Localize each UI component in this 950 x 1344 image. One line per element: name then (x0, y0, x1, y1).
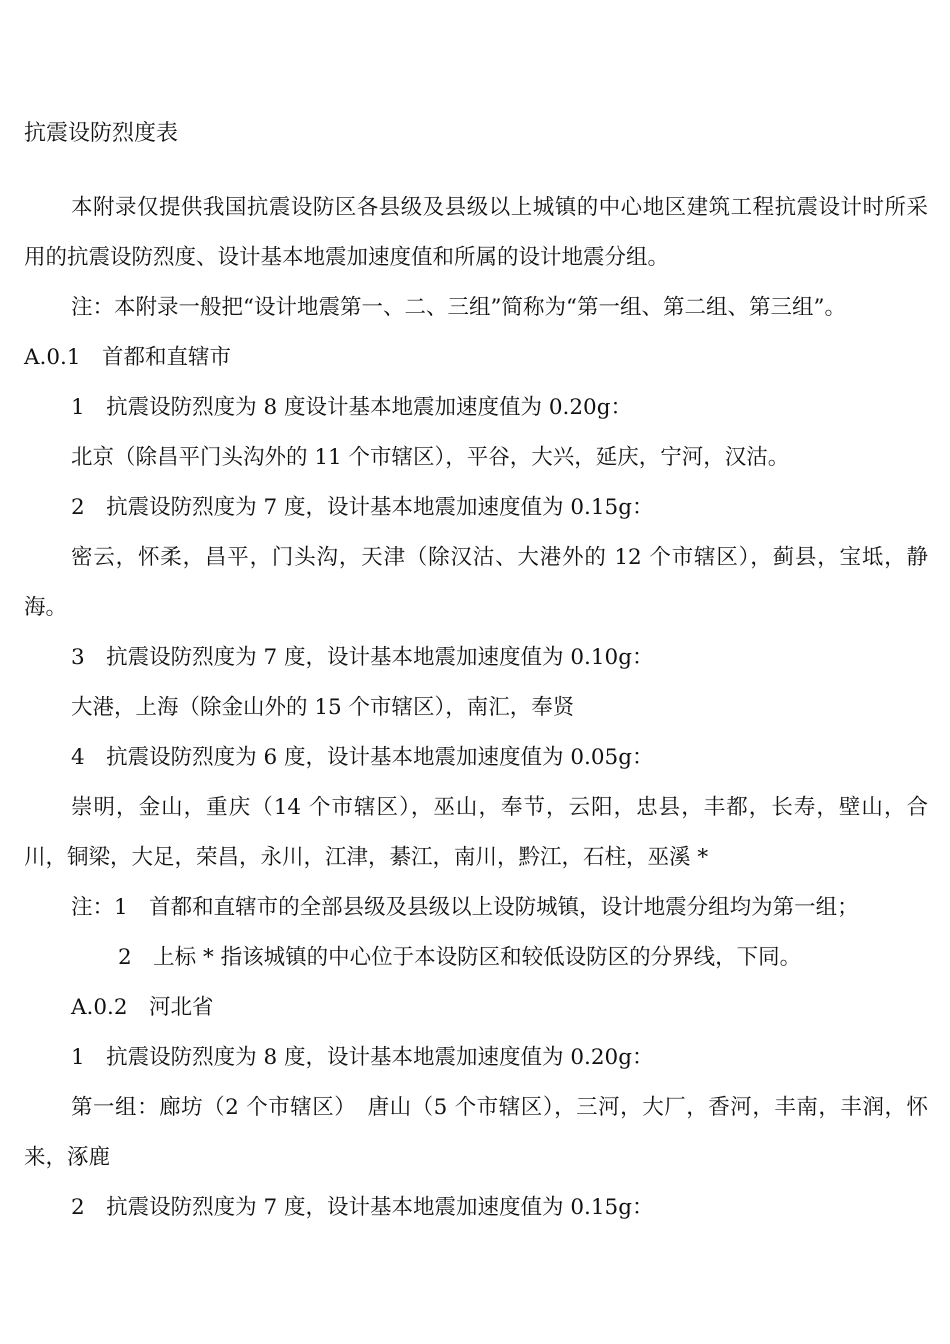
item-label-a01-4: 4 抗震设防烈度为 6 度，设计基本地震加速度值为 0.05g： (71, 745, 654, 770)
note-a01-1: 注：1 首都和直辖市的全部县级及县级以上设防城镇，设计地震分组均为第一组； (71, 895, 859, 920)
note-a01-2: 2 上标 * 指该城镇的中心位于本设防区和较低设防区的分界线，下同。 (118, 945, 802, 970)
item-places-a01-3: 大港，上海（除金山外的 15 个市辖区），南汇，奉贤 (71, 695, 575, 720)
item-places-a01-2: 密云，怀柔，昌平，门头沟，天津（除汉沽、大港外的 12 个市辖区），蓟县，宝坻，静海。 (24, 545, 928, 620)
item-label-a01-3: 3 抗震设防烈度为 7 度，设计基本地震加速度值为 0.10g： (71, 645, 654, 670)
intro-paragraph: 本附录仅提供我国抗震设防区各县级及县级以上城镇的中心地区建筑工程抗震设计时所采用的抗震设防烈度、设计基本地震加速度值和所属的设计地震分组。 (24, 195, 928, 270)
item-label-a01-2: 2 抗震设防烈度为 7 度，设计基本地震加速度值为 0.15g： (71, 495, 654, 520)
section-heading-a02: A.0.2 河北省 (71, 995, 214, 1020)
item-label-a02-2: 2 抗震设防烈度为 7 度，设计基本地震加速度值为 0.15g： (71, 1195, 654, 1220)
intro-note: 注：本附录一般把“设计地震第一、二、三组”简称为“第一组、第二组、第三组”。 (71, 295, 846, 320)
item-label-a01-1: 1 抗震设防烈度为 8 度设计基本地震加速度值为 0.20g： (71, 395, 632, 420)
item-places-a02-1: 第一组：廊坊（2 个市辖区） 唐山（5 个市辖区），三河，大厂，香河，丰南，丰润，怀来，涿鹿 (24, 1095, 928, 1170)
item-places-a01-1: 北京（除昌平门头沟外的 11 个市辖区），平谷，大兴，延庆，宁河，汉沽。 (71, 445, 790, 470)
page-title: 抗震设防烈度表 (24, 121, 179, 146)
item-places-a01-4: 崇明，金山，重庆（14 个市辖区），巫山，奉节，云阳，忠县，丰都，长寿，壁山，合川，铜梁，大足，荣昌，永川，江津，綦江，南川，黔江，石柱，巫溪 * (24, 795, 928, 870)
section-heading-a01: A.0.1 首都和直辖市 (24, 345, 232, 370)
item-label-a02-1: 1 抗震设防烈度为 8 度，设计基本地震加速度值为 0.20g： (71, 1045, 654, 1070)
